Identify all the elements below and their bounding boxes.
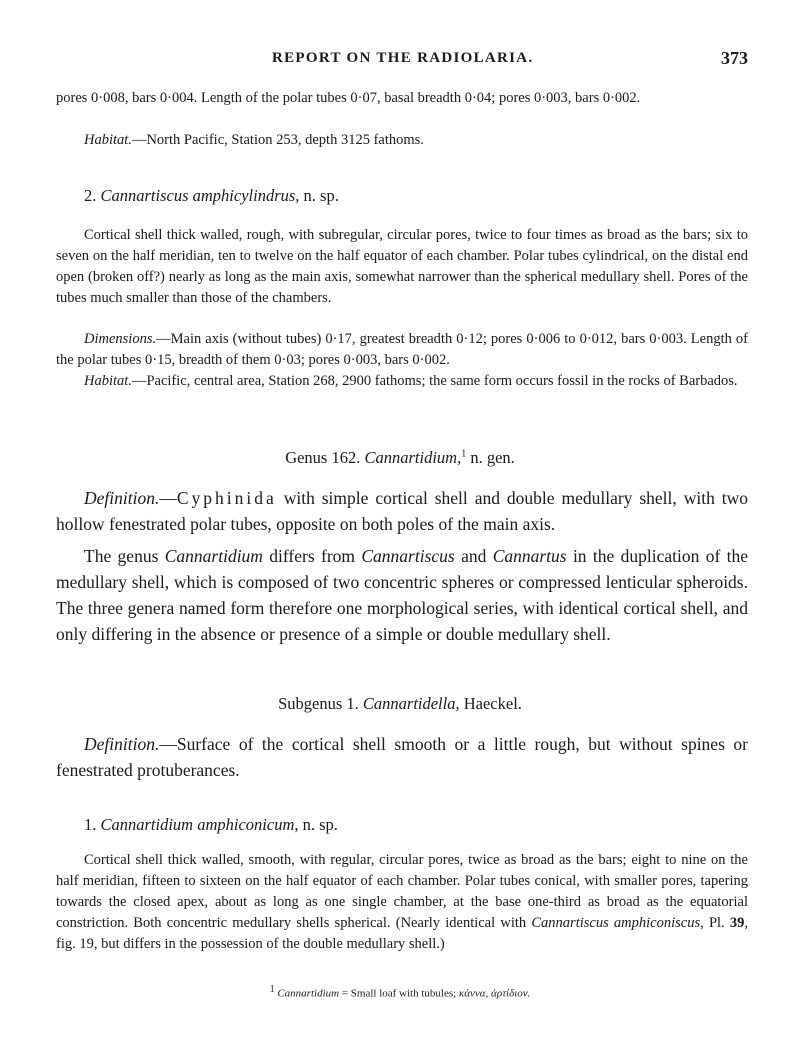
footnote: $^1$ Cannartidium = Small loaf with tubules; κάννα, ἀρτίδιον. bbox=[269, 984, 531, 1000]
carryover-dimensions: pores 0·008, bars 0·004. Length of the polar tubes 0·07, basal breadth 0·04; pores 0·003, bars 0·002. bbox=[56, 90, 641, 106]
species-dimensions: Dimensions.—Main axis (without tubes) 0·17, greatest breadth 0·12; pores 0·006 to 0·012, bars 0·003. Length of the polar tubes 0·15, breadth of them 0·03; pores 0·003, bars 0·002. bbox=[56, 331, 748, 368]
footnote-reference: 1 bbox=[461, 448, 467, 460]
greek-etymology: κάννα, ἀρτίδιον. bbox=[458, 987, 531, 1000]
species-habitat: Habitat.—Pacific, central area, Station 268, 2900 fathoms; the same form occurs fossil in the rocks of Barbados. bbox=[84, 373, 738, 389]
family-name: Cyphinida bbox=[176, 488, 277, 508]
subgenus-heading: Subgenus 1. Cannartidella, Haeckel. bbox=[278, 694, 522, 713]
definition-label: Definition. bbox=[84, 734, 160, 754]
plate-number: 39 bbox=[729, 915, 745, 931]
species-description: Cortical shell thick walled, rough, with subregular, circular pores, twice to four times as broad as the bars; six to seven on the half meridian, ten to twelve on the half equator of each chamber. Polar tubes cylindrical, on the distal end open (broken off?) nearly as long as the main axis, somewhat narrower than the spherical medullary shell. Pores of the tubes much smaller than those of the chambers. bbox=[56, 227, 748, 306]
genus-heading: Genus 162. Cannartidium,$^1$ n. gen. bbox=[285, 448, 515, 467]
footnote-mark: 1 bbox=[269, 984, 275, 995]
carryover-habitat: Habitat.—North Pacific, Station 253, depth 3125 fathoms. bbox=[84, 132, 424, 148]
definition-label: Definition. bbox=[84, 488, 160, 508]
habitat-label: Habitat. bbox=[84, 373, 132, 389]
species-heading-amphiconicum: 1. Cannartidium amphiconicum, n. sp. bbox=[84, 815, 338, 834]
dimensions-label: Dimensions. bbox=[84, 331, 157, 347]
subgenus-definition: Definition.—Surface of the cortical shell smooth or a little rough, but without spines or fenestrated protuberances. bbox=[56, 734, 748, 780]
running-title: REPORT ON THE RADIOLARIA. bbox=[272, 50, 534, 66]
genus-discussion: The genus Cannartidium differs from Cannartiscus and Cannartus in the duplication of the medullary shell, which is composed of two concentric spheres or compressed lenticular spheroids. The three genera named form therefore one morphological series, with identical cortical shell, and only differing in the absence or presence of a simple or double medullary shell. bbox=[56, 546, 748, 644]
page-number: 373 bbox=[721, 48, 748, 68]
species-heading-amphicylindrus: 2. Cannartiscus amphicylindrus, n. sp. bbox=[84, 186, 339, 205]
page-header bbox=[0, 48, 800, 72]
genus-definition: Definition.—Cyphinida with simple cortical shell and double medullary shell, with two hollow fenestrated polar tubes, opposite on both poles of the main axis. bbox=[56, 488, 748, 534]
habitat-label: Habitat. bbox=[84, 132, 132, 148]
species-description: Cortical shell thick walled, smooth, with regular, circular pores, twice as broad as the bars; eight to nine on the half meridian, fifteen to sixteen on the half equator of each chamber. Polar tubes conical, with smaller pores, tapering towards the closed apex, about as long as one single chamber, at the base one-third as broad as the equatorial constriction. Both concentric medullary shells spherical. (Nearly identical with Cannartiscus amphiconiscus, Pl. 39, fig. 19, but differs in the possession of the double medullary shell.) bbox=[56, 852, 749, 952]
